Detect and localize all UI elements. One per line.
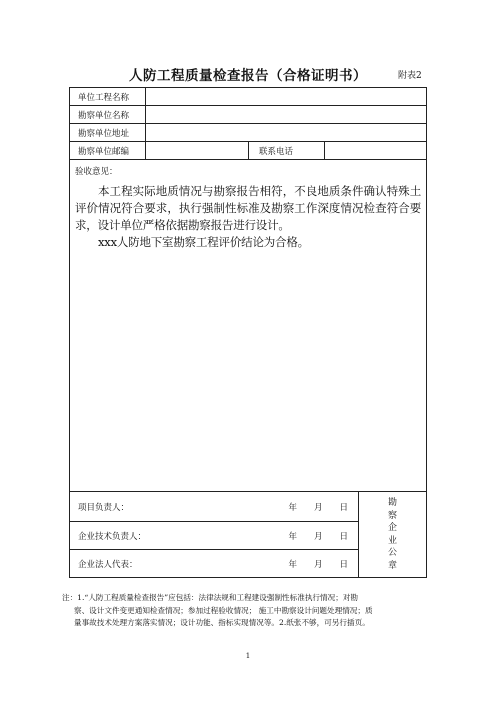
- signature-table: [69, 492, 427, 578]
- phone-label: 联系电话: [249, 142, 325, 160]
- report-form: [69, 87, 427, 578]
- survey-address-value[interactable]: [146, 124, 427, 142]
- phone-value[interactable]: [325, 142, 427, 160]
- survey-postcode-value[interactable]: [146, 142, 249, 160]
- opinion-paragraph-2: xxx人防地下室勘察工程评价结论为合格。: [98, 235, 309, 249]
- survey-address-label: 勘察单位地址: [70, 124, 146, 142]
- survey-postcode-label: 勘察单位邮编: [70, 142, 146, 160]
- opinion-cell: [70, 160, 427, 492]
- footnote: [62, 592, 434, 630]
- seal-char: 察: [387, 510, 397, 521]
- opinion-table: [69, 160, 427, 492]
- signature-date: 年 月 日: [259, 522, 359, 550]
- project-name-label: 单位工程名称: [70, 88, 146, 106]
- seal-char: 业: [387, 535, 397, 546]
- seal-cell: [359, 492, 427, 578]
- survey-unit-label: 勘察单位名称: [70, 106, 146, 124]
- seal-char: 勘: [387, 498, 397, 508]
- survey-postcode-row: [70, 142, 427, 160]
- signature-role: 企业技术负责人：: [70, 522, 259, 550]
- signature-row: [70, 492, 427, 522]
- project-name-value[interactable]: [146, 88, 427, 106]
- annex-label: 附表2: [398, 71, 422, 81]
- document-title: 人防工程质量检查报告（合格证明书）: [129, 68, 367, 84]
- seal-char: 公: [387, 548, 397, 558]
- signature-role: 项目负责人：: [70, 492, 259, 522]
- opinion-label: 验收意见：: [75, 167, 118, 177]
- project-name-row: [70, 88, 427, 106]
- footnote-line: 量事故技术处理方案落实情况；设计功能、指标实现情况等。2.纸张不够，可另行插页。: [74, 618, 370, 627]
- survey-unit-value[interactable]: [146, 106, 427, 124]
- footnote-line: 注：1.“人防工程质量检查报告”应包括：法律法规和工程建设强制性标准执行情况；对勘: [62, 593, 358, 602]
- signature-role: 企业法人代表：: [70, 550, 259, 578]
- signature-date: 年 月 日: [259, 550, 359, 578]
- page-number: 1: [245, 652, 251, 660]
- survey-unit-row: [70, 106, 427, 124]
- info-table: [69, 87, 427, 160]
- seal-char: 企: [387, 523, 397, 533]
- seal-char: 章: [387, 560, 397, 571]
- signature-date: 年 月 日: [259, 492, 359, 522]
- footnote-line: 察、设计文件变更通知检查情况；参加过程验收情况； 施工中勘察设计问题处理情况；质: [74, 605, 373, 615]
- survey-address-row: [70, 124, 427, 142]
- opinion-paragraph-1: 本工程实际地质情况与勘察报告相符，不良地质条件确认特殊土评价情况符合要求，执行强制性标准及勘察工作深度情况检查符合要求，设计单位严格依据勘察报告进行设计。: [75, 184, 421, 232]
